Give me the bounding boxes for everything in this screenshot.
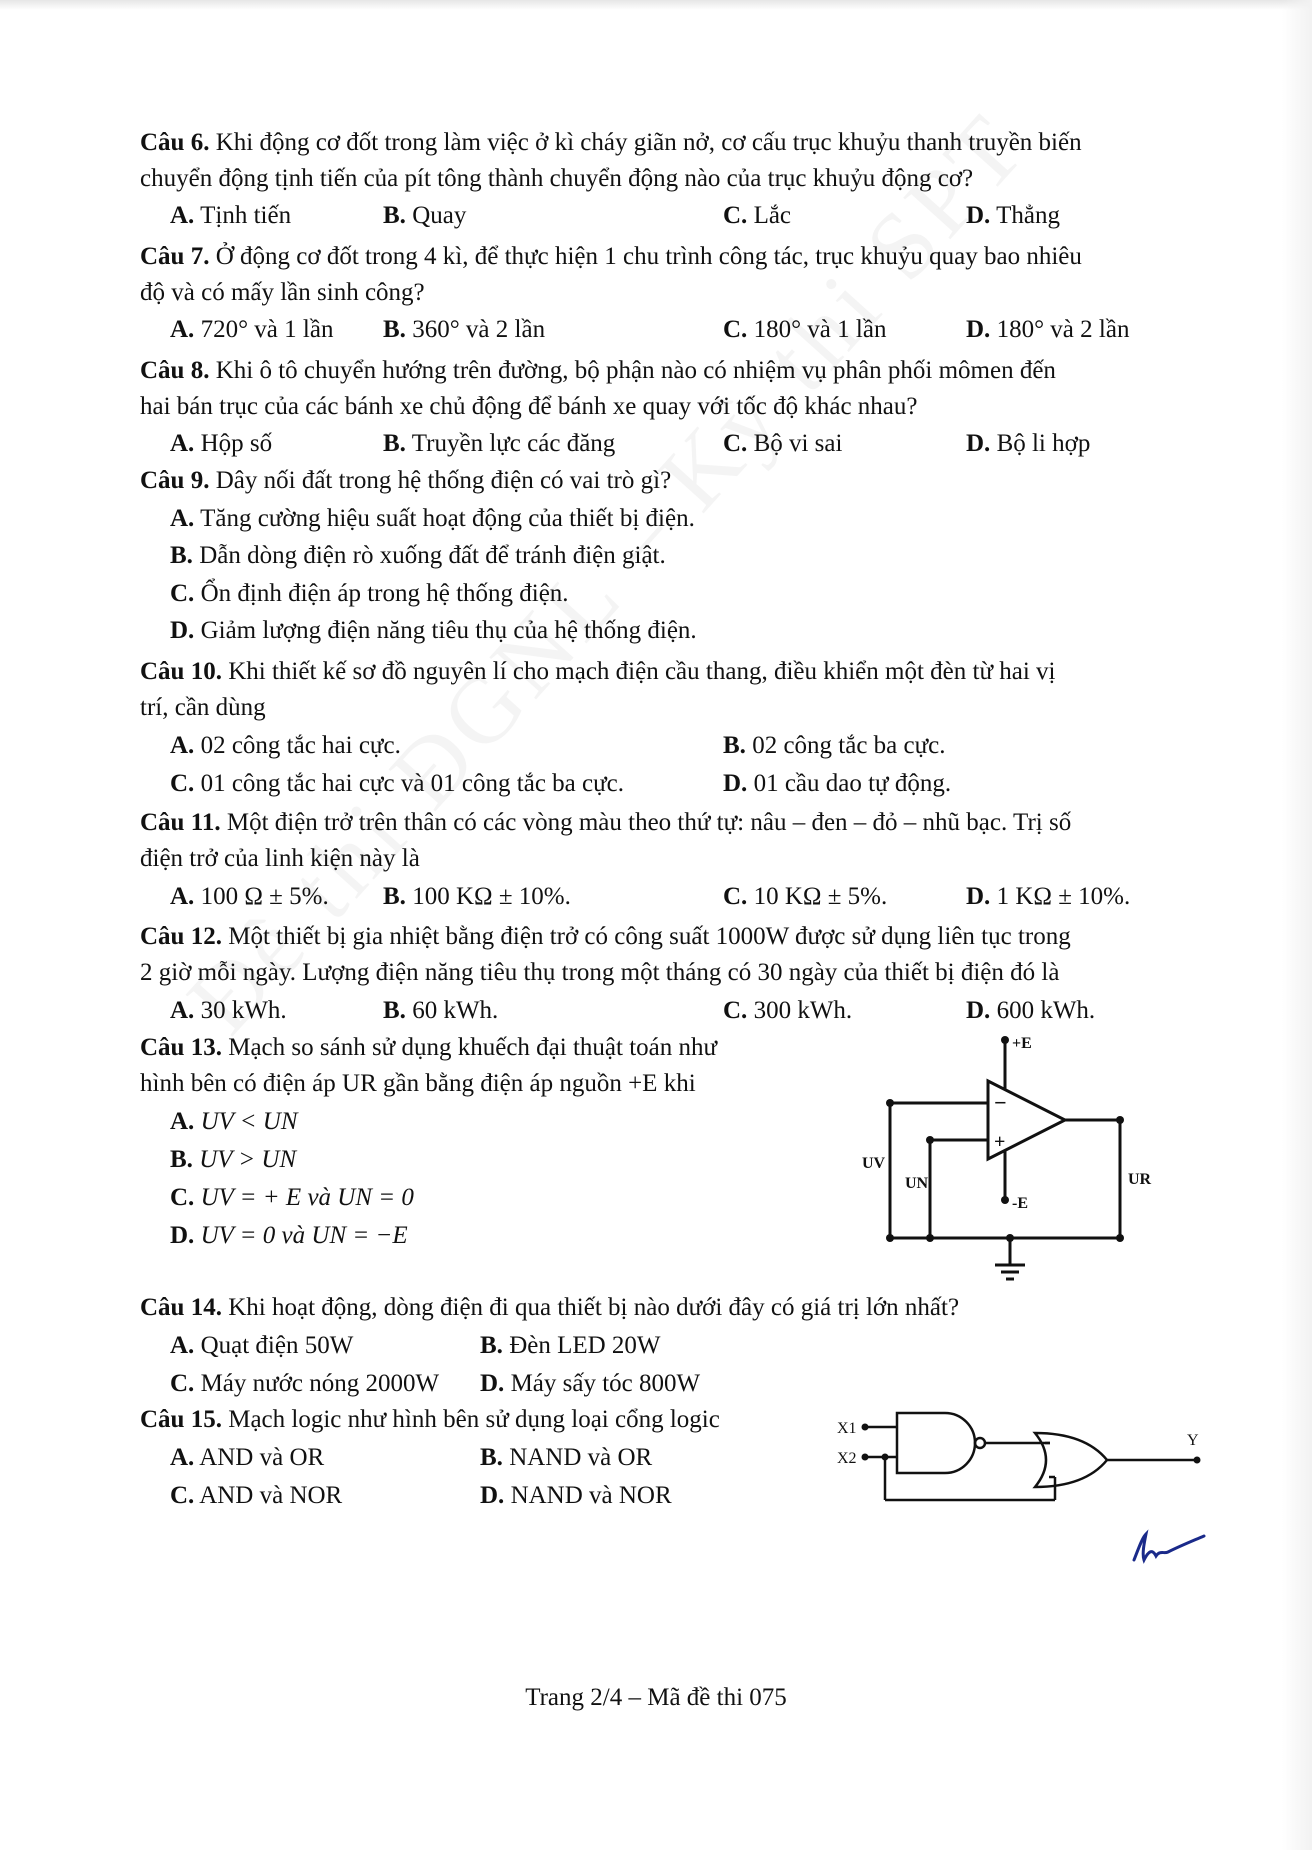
- positive-supply-label: +E: [1012, 1035, 1032, 1052]
- noninverting-sign: +: [994, 1131, 1006, 1153]
- option-d: D. Giảm lượng điện năng tiêu thụ của hệ thống điện.: [170, 617, 697, 644]
- question-number: Câu 15.: [140, 1406, 222, 1433]
- option-d: D. UV = 0 và UN = −E: [170, 1222, 408, 1249]
- question-15: [140, 1405, 720, 1435]
- supply-terminal-dot: [1001, 1036, 1009, 1044]
- option-d: D. Thẳng: [966, 202, 1060, 229]
- option-c: C. 01 công tắc hai cực và 01 công tắc ba cực.: [170, 770, 624, 797]
- question-6: [140, 128, 1082, 158]
- question-number: Câu 7.: [140, 243, 210, 270]
- option-c: C. 180° và 1 lần: [723, 316, 887, 343]
- option-d: D. 600 kWh.: [966, 997, 1096, 1024]
- or-gate-body: [1035, 1433, 1107, 1487]
- question-text: điện trở của linh kiện này là: [140, 845, 420, 872]
- option-b: B. 360° và 2 lần: [383, 316, 546, 343]
- option-a: A. 02 công tắc hai cực.: [170, 732, 401, 759]
- option-a: A. Hộp số: [170, 430, 273, 457]
- question-14: [140, 1293, 959, 1323]
- question-text: hai bán trục của các bánh xe chủ động để bánh xe quay với tốc độ khác nhau?: [140, 393, 918, 420]
- un-label: UN: [905, 1175, 929, 1192]
- option-c: C. 10 KΩ ± 5%.: [723, 883, 888, 910]
- option-b: B. NAND và OR: [480, 1444, 653, 1471]
- junction-dot: [1116, 1116, 1124, 1124]
- option-a: A. AND và OR: [170, 1444, 325, 1471]
- logic-gate-diagram: [835, 1405, 1215, 1515]
- junction-dot: [926, 1136, 934, 1144]
- question-text: Mạch logic như hình bên sử dụng loại cổng logic: [228, 1406, 720, 1433]
- question-number: Câu 8.: [140, 357, 210, 384]
- option-a: A. Tịnh tiến: [170, 202, 292, 229]
- option-a: A. 30 kWh.: [170, 997, 287, 1024]
- y-terminal-dot: [1194, 1457, 1201, 1464]
- option-c: C. UV = + E và UN = 0: [170, 1184, 414, 1211]
- question-number: Câu 13.: [140, 1034, 222, 1061]
- option-a: A. Tăng cường hiệu suất hoạt động của thiết bị điện.: [170, 505, 695, 532]
- option-c: C. AND và NOR: [170, 1482, 343, 1509]
- x1-label: X1: [837, 1420, 857, 1437]
- y-label: Y: [1187, 1432, 1199, 1449]
- option-d: D. 1 KΩ ± 10%.: [966, 883, 1131, 910]
- nand-inversion-bubble: [975, 1438, 985, 1448]
- junction-dot: [886, 1099, 894, 1107]
- x2-label: X2: [837, 1450, 857, 1467]
- option-c: C. Máy nước nóng 2000W: [170, 1370, 440, 1397]
- option-c: C. Lắc: [723, 202, 792, 229]
- option-b: B. 02 công tắc ba cực.: [723, 732, 946, 759]
- question-text: Mạch so sánh sử dụng khuếch đại thuật toán như: [228, 1034, 718, 1061]
- question-9: [140, 466, 671, 496]
- junction-dot: [926, 1234, 934, 1242]
- junction-dot: [1116, 1234, 1124, 1242]
- option-d: D. Bộ li hợp: [966, 430, 1091, 457]
- page-footer: Trang 2/4 – Mã đề thi 075: [525, 1684, 787, 1711]
- question-13: [140, 1033, 717, 1063]
- question-number: Câu 6.: [140, 129, 210, 156]
- option-d: D. NAND và NOR: [480, 1482, 672, 1509]
- option-b: B. 100 KΩ ± 10%.: [383, 883, 571, 910]
- question-number: Câu 9.: [140, 467, 210, 494]
- question-text: Một điện trở trên thân có các vòng màu theo thứ tự: nâu – đen – đỏ – nhũ bạc. Trị số: [226, 809, 1072, 836]
- option-b: B. Đèn LED 20W: [480, 1332, 661, 1359]
- option-c: C. 300 kWh.: [723, 997, 853, 1024]
- question-number: Câu 14.: [140, 1294, 222, 1321]
- option-c: C. Ổn định điện áp trong hệ thống điện.: [170, 580, 569, 607]
- question-text: trí, cần dùng: [140, 694, 266, 721]
- question-12: [140, 922, 1071, 952]
- junction-dot: [882, 1454, 889, 1461]
- uv-label: UV: [862, 1155, 886, 1172]
- question-number: Câu 12.: [140, 923, 222, 950]
- option-b: B. Quay: [383, 202, 467, 229]
- option-a: A. 100 Ω ± 5%.: [170, 883, 329, 910]
- question-text: Một thiết bị gia nhiệt bằng điện trở có công suất 1000W được sử dụng liên tục trong: [228, 923, 1071, 950]
- x2-terminal-dot: [862, 1454, 869, 1461]
- question-text: Dây nối đất trong hệ thống điện có vai trò gì?: [215, 467, 672, 494]
- question-number: Câu 11.: [140, 809, 221, 836]
- option-b: B. 60 kWh.: [383, 997, 499, 1024]
- option-a: A. Quạt điện 50W: [170, 1332, 354, 1359]
- question-text: Khi thiết kế sơ đồ nguyên lí cho mạch điện cầu thang, điều khiển một đèn từ hai vị: [228, 658, 1056, 685]
- junction-dot: [886, 1234, 894, 1242]
- option-a: A. 720° và 1 lần: [170, 316, 334, 343]
- scan-top-shadow: [0, 0, 1312, 10]
- question-text: Ở động cơ đốt trong 4 kì, để thực hiện 1 chu trình công tác, trục khuỷu quay bao nhiêu: [215, 243, 1082, 270]
- option-b: B. UV > UN: [170, 1146, 297, 1173]
- junction-dot: [1006, 1234, 1014, 1242]
- supply-terminal-dot: [1001, 1196, 1009, 1204]
- question-text: chuyển động tịnh tiến của pít tông thành chuyển động nào của trục khuỷu động cơ?: [140, 165, 974, 192]
- question-text: Khi động cơ đốt trong làm việc ở kì cháy giãn nở, cơ cấu trục khuỷu thanh truyền biến: [215, 129, 1082, 156]
- opamp-circuit-diagram: [860, 1028, 1180, 1290]
- inverting-sign: −: [994, 1090, 1007, 1115]
- option-b: B. Truyền lực các đăng: [383, 430, 616, 457]
- question-number: Câu 10.: [140, 658, 222, 685]
- nand-gate-body: [897, 1413, 975, 1473]
- question-text: Khi ô tô chuyển hướng trên đường, bộ phận nào có nhiệm vụ phân phối mômen đến: [215, 357, 1056, 384]
- question-text: Khi hoạt động, dòng điện đi qua thiết bị nào dưới đây có giá trị lớn nhất?: [228, 1294, 960, 1321]
- option-a: A. UV < UN: [170, 1108, 298, 1135]
- option-c: C. Bộ vi sai: [723, 430, 843, 457]
- option-d: D. 180° và 2 lần: [966, 316, 1130, 343]
- question-text: 2 giờ mỗi ngày. Lượng điện năng tiêu thụ trong một tháng có 30 ngày của thiết bị điện đó là: [140, 959, 1060, 986]
- scan-right-shadow: [1282, 0, 1312, 1850]
- option-b: B. Dẫn dòng điện rò xuống đất để tránh điện giật.: [170, 542, 666, 569]
- negative-supply-label: -E: [1012, 1195, 1028, 1212]
- question-text: hình bên có điện áp UR gần bằng điện áp nguồn +E khi: [140, 1070, 696, 1097]
- option-d: D. 01 cầu dao tự động.: [723, 770, 952, 797]
- signature-mark: [1128, 1528, 1208, 1568]
- ur-label: UR: [1128, 1171, 1152, 1188]
- question-8: [140, 356, 1056, 386]
- x1-terminal-dot: [862, 1424, 869, 1431]
- question-7: [140, 242, 1082, 272]
- option-d: D. Máy sấy tóc 800W: [480, 1370, 701, 1397]
- question-text: độ và có mấy lần sinh công?: [140, 279, 425, 306]
- question-10: [140, 657, 1056, 687]
- question-11: [140, 808, 1071, 838]
